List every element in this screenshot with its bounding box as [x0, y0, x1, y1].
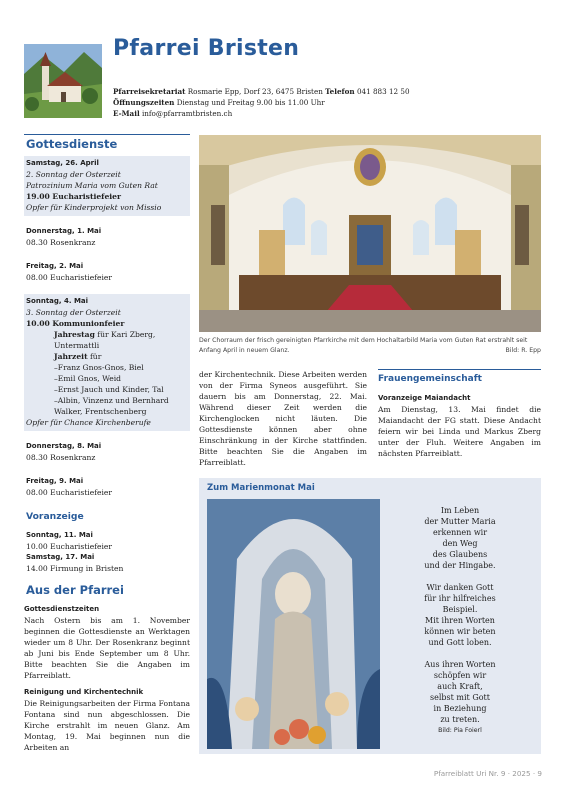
- page-title: Pfarrei Bristen: [113, 36, 300, 61]
- poem-line: in Beziehung: [433, 704, 487, 713]
- reinigung-text: Die Reinigungsarbeiten der Firma Fontana Fontana sind nun abgeschlossen. Die Kirche erstrahlt im neuen Glanz. Am Montag, 19. Mai beginnen nun die Arbeiten an: [24, 699, 190, 752]
- painting-credit: Bild: Pia Foierl: [438, 727, 482, 734]
- left-column: [24, 134, 190, 753]
- voranzeige-heading: Voranzeige: [26, 511, 84, 522]
- poem-line: den Weg: [442, 539, 478, 548]
- marien-painting: [207, 499, 380, 749]
- poem-line: auch Kraft,: [437, 682, 483, 691]
- service-block-do1: Donnerstag, 1. Mai 08.30 Rosenkranz: [26, 227, 102, 247]
- poem-line: Mit ihren Worten: [425, 616, 495, 625]
- service-block-so4: Sonntag, 4. Mai 3. Sonntag der Osterzeit 10.00 Kommunionfeier Jahrestag für Kari Zberg, Untermattli Jahrzeit für –Franz Gnos-Gnos, Biel –Emil Gnos, Weid –Ernst Jauch und Kinder, Tal –Albin, Vinzenz und Bernhard Walker, Frentschenberg Opfer für Chance Kirchenberufe: [24, 294, 190, 431]
- voranzeige-block: Sonntag, 11. Mai 10.00 Eucharistiefeier Samstag, 17. Mai 14.00 Firmung in Bristen: [26, 531, 124, 573]
- service-block-sa26: Samstag, 26. April 2. Sonntag der Osterzeit Patrozinium Maria vom Guten Rat 19.00 Eucharistiefeier Opfer für Kinderprojekt von Missio: [24, 156, 190, 216]
- frauen-subheading: Voranzeige Maiandacht: [378, 394, 471, 402]
- church-photo-thumbnail: [24, 44, 102, 118]
- poem-line: der Mutter Maria: [424, 517, 496, 526]
- poem-line: des Glaubens: [432, 550, 488, 559]
- poem-line: Beispiel.: [442, 605, 478, 614]
- poem-stanza-3: [386, 659, 534, 725]
- contact-info: Pfarreisekretariat Rosmarie Epp, Dorf 23, 6475 Bristen Telefon 041 883 12 50 Öffnungszeiten Dienstag und Freitag 9.00 bis 11.00 Uhr E-Mail info@pfarramtbristen.ch: [113, 87, 410, 118]
- marien-poem: [386, 505, 534, 736]
- frauen-heading: Frauengemeinschaft: [378, 374, 482, 384]
- gottesdienstzeiten-subheading: Gottesdienstzeiten: [24, 605, 100, 613]
- photo-caption: Der Chorraum der frisch gereinigten Pfarrkirche mit dem Hochaltarbild Maria vom Guten Rat erstrahlt seit Anfang April in neuem Glanz. Bild: R. Epp: [199, 337, 541, 354]
- poem-line: und Gott loben.: [428, 638, 492, 647]
- poem-stanza-1: [386, 505, 534, 571]
- gottesdienstzeiten-text: Nach Ostern bis am 1. November beginnen die Gottesdienste an Werktagen wieder um 8 Uhr. Der Rosenkranz beginnt ab Juni bis Ende September um 8 Uhr. Bitte beachten Sie die Angaben im Pfarreiblatt.: [24, 616, 190, 680]
- email-link[interactable]: info@pfarramtbristen.ch: [141, 109, 233, 118]
- poem-line: schöpfen wir: [433, 671, 487, 680]
- poem-line: zu treten.: [440, 715, 480, 724]
- frauen-text: Am Dienstag, 13. Mai findet die Maiandacht der FG statt. Diese Andacht feiern wir bei Linda und Markus Zberg unter der Fluh. Weitere Angaben im nächsten Pfarreiblatt.: [378, 405, 541, 458]
- photo-credit: Bild: R. Epp: [505, 346, 541, 354]
- service-block-fr2: Freitag, 2. Mai 08.00 Eucharistiefeier: [26, 262, 113, 282]
- reinigung-text-continued: der Kirchentechnik. Diese Arbeiten werden von der Firma Syneos ausgeführt. Sie dauern bis am Donnerstag, 22. Mai. Während dieser Zeit werden die Kirchenglocken nicht läuten. Die Gottesdienste können aber ohne Einschränkung in der Kirche stattfinden. Bitte beachten Sie die Angaben im Pfarreiblatt.: [199, 370, 367, 467]
- poem-line: und der Hingabe.: [424, 561, 496, 570]
- poem-line: Wir danken Gott: [426, 583, 494, 592]
- service-block-fr9: Freitag, 9. Mai 08.00 Eucharistiefeier: [26, 477, 113, 497]
- pfarrei-heading: Aus der Pfarrei: [26, 583, 124, 597]
- poem-line: für ihr hilfreiches: [424, 594, 496, 603]
- gottesdienste-heading: Gottesdienste: [26, 137, 118, 151]
- poem-line: selbst mit Gott: [430, 693, 490, 702]
- poem-stanza-2: [386, 582, 534, 648]
- service-block-do8: Donnerstag, 8. Mai 08.30 Rosenkranz: [26, 442, 102, 462]
- reinigung-subheading: Reinigung und Kirchentechnik: [24, 688, 144, 696]
- marienmonat-heading: Zum Marienmonat Mai: [207, 483, 315, 493]
- poem-line: Aus ihren Worten: [424, 660, 496, 669]
- frauengemeinschaft-section: [378, 369, 541, 459]
- poem-line: können wir beten: [424, 627, 496, 636]
- poem-line: Im Leben: [440, 506, 480, 515]
- poem-line: erkennen wir: [432, 528, 488, 537]
- page-footer: Pfarreiblatt Uri Nr. 9 · 2025 · 9: [433, 769, 542, 778]
- church-interior-photo: [199, 135, 541, 332]
